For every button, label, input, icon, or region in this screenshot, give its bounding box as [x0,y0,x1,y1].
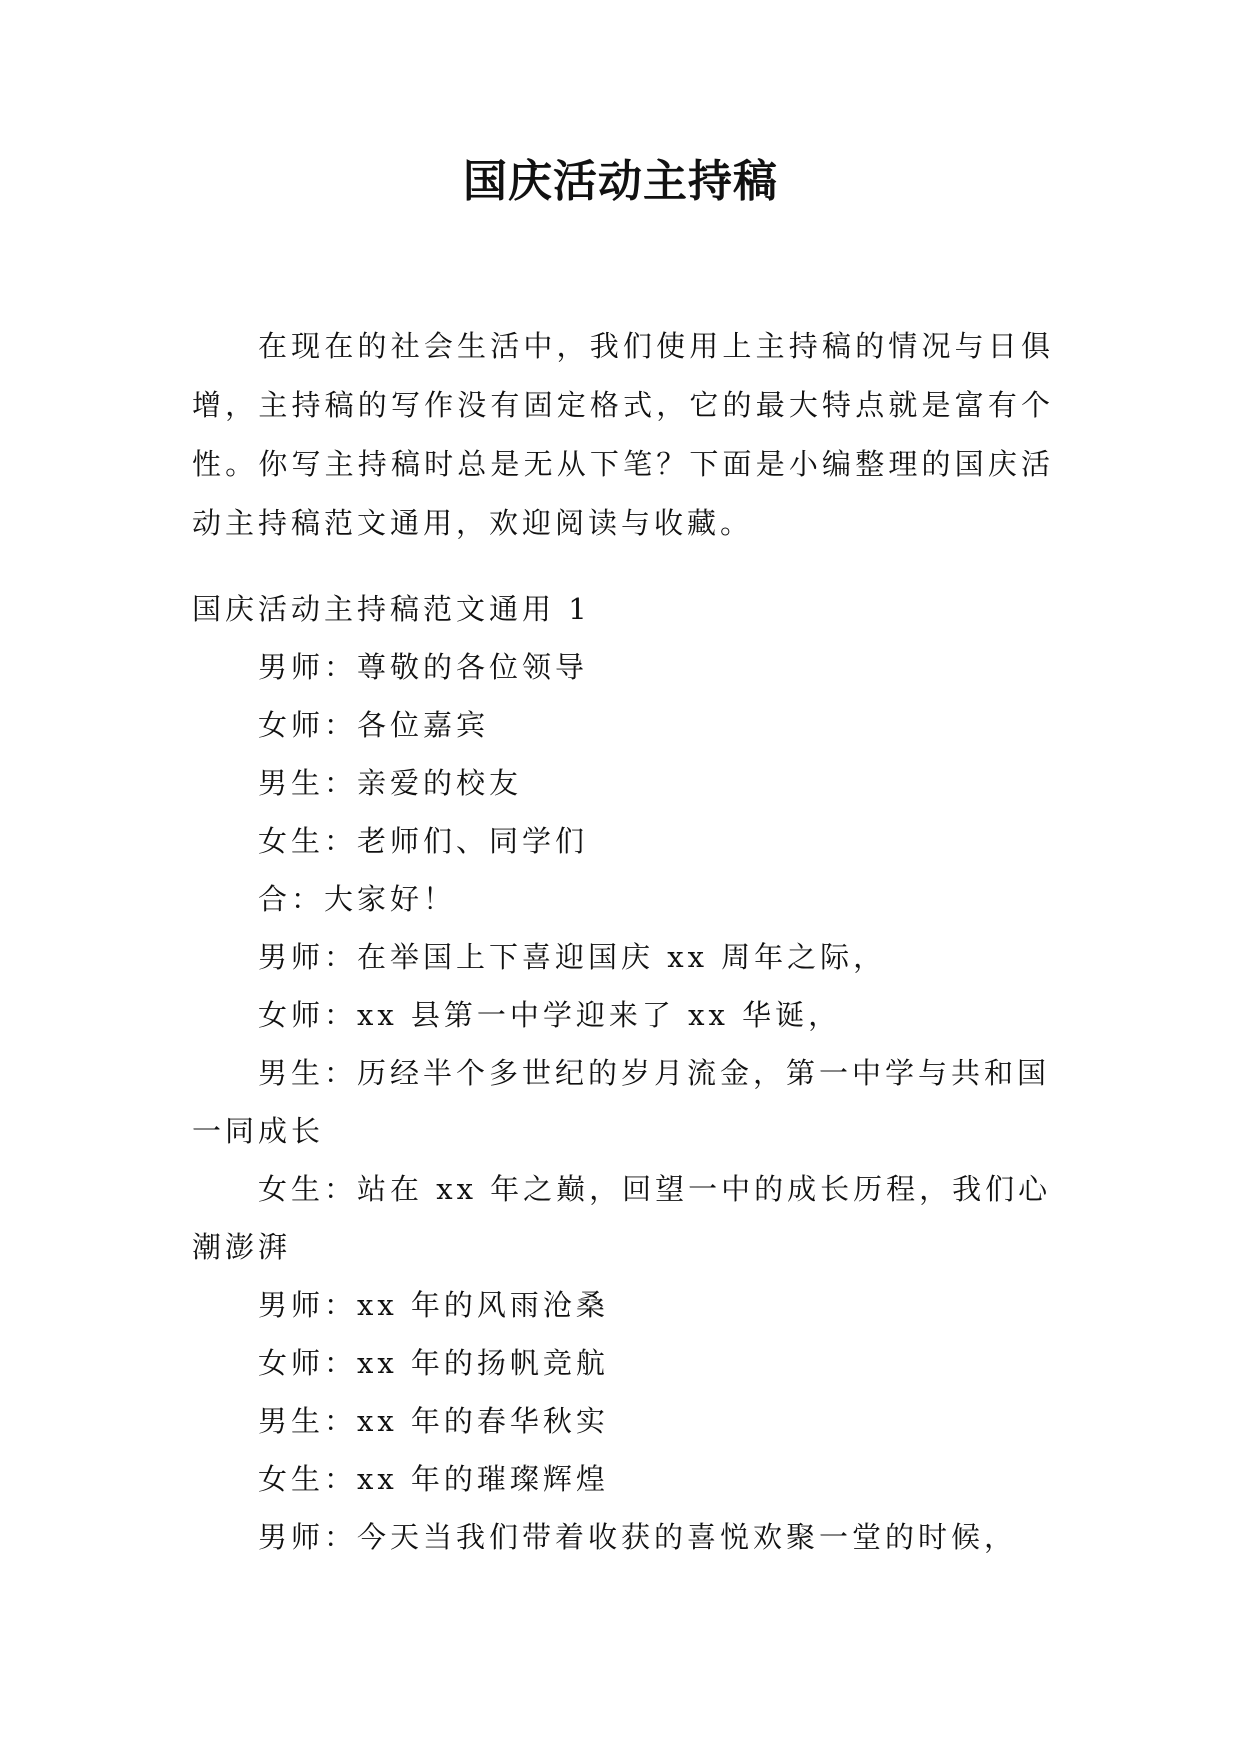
script-line: 男生：亲爱的校友 [258,766,523,800]
script-line: 男师：在举国上下喜迎国庆 xx 周年之际， [258,940,887,974]
script-line: 男师：尊敬的各位领导 [258,650,589,684]
document-title: 国庆活动主持稿 [463,156,778,207]
script-line: 男师：今天当我们带着收获的喜悦欢聚一堂的时候， [258,1520,1018,1554]
script-section [192,580,1054,1566]
script-line: 合：大家好！ [258,882,457,916]
script-line: 女生：老师们、同学们 [258,824,589,858]
script-line: 男师：xx 年的风雨沧桑 [258,1288,609,1322]
script-line: 女生：xx 年的璀璨辉煌 [258,1462,609,1496]
script-line: 男生：xx 年的春华秋实 [258,1404,609,1438]
script-line: 女师：xx 年的扬帆竞航 [258,1346,609,1380]
script-line: 男生：历经半个多世纪的岁月流金，第一中学与共和国一同成长 [192,1056,1051,1148]
section-heading: 国庆活动主持稿范文通用 1 [192,592,591,626]
intro-paragraph: 在现在的社会生活中，我们使用上主持稿的情况与日俱增，主持稿的写作没有固定格式，它的最大特点就是富有个性。你写主持稿时总是无从下笔？下面是小编整理的国庆活动主持稿范文通用，欢迎阅读与收藏。 [192,329,1054,540]
script-line: 女生：站在 xx 年之巅，回望一中的成长历程，我们心潮澎湃 [192,1172,1052,1264]
script-line: 女师：各位嘉宾 [258,708,490,742]
script-line: 女师：xx 县第一中学迎来了 xx 华诞， [258,998,842,1032]
